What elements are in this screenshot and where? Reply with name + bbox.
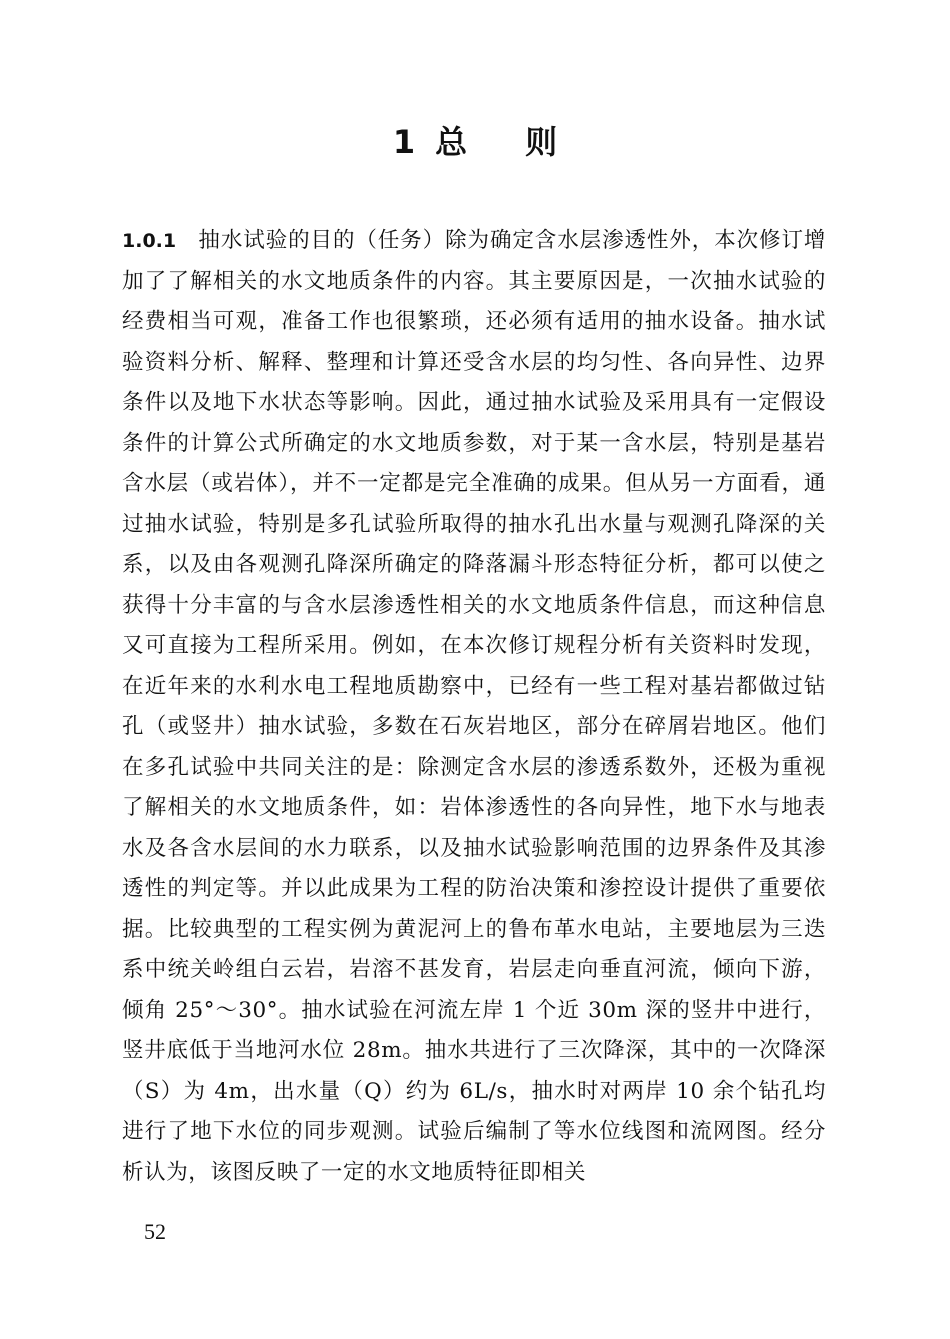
chapter-title-word-2: 则 xyxy=(525,123,558,161)
clause-paragraph xyxy=(122,221,826,1193)
clause-text: 抽水试验的目的（任务）除为确定含水层渗透性外，本次修订增加了了解相关的水文地质条件的内容。其主要原因是，一次抽水试验的经费相当可观，准备工作也很繁琐，还必须有适用的抽水设备。抽水试验资料分析、解释、整理和计算还受含水层的均匀性、各向异性、边界条件以及地下水状态等影响。因此，通过抽水试验及采用具有一定假设条件的计算公式所确定的水文地质参数，对于某一含水层，特别是基岩含水层（或岩体），并不一定都是完全准确的成果。但从另一方面看，通过抽水试验，特别是多孔试验所取得的抽水孔出水量与观测孔降深的关系，以及由各观测孔降深所确定的降落漏斗形态特征分析，都可以使之获得十分丰富的与含水层渗透性相关的水文地质条件信息，而这种信息又可直接为工程所采用。例如，在本次修订规程分析有关资料时发现，在近年来的水利水电工程地质勘察中，已经有一些工程对基岩都做过钻孔（或竖井）抽水试验，多数在石灰岩地区，部分在碎屑岩地区。他们在多孔试验中共同关注的是：除测定含水层的渗透系数外，还极为重视了解相关的水文地质条件，如：岩体渗透性的各向异性，地下水与地表水及各含水层间的水力联系，以及抽水试验影响范围的边界条件及其渗透性的判定等。并以此成果为工程的防治决策和渗控设计提供了重要依据。比较典型的工程实例为黄泥河上的鲁布革水电站，主要地层为三迭系中统关岭组白云岩，岩溶不甚发育，岩层走向垂直河流，倾向下游，倾角 25°～30°。抽水试验在河流左岸 1 个近 30m 深的竖井中进行，竖井底低于当地河水位 28m。抽水共进行了三次降深，其中的一次降深（S）为 4m，出水量（Q）约为 6L/s，抽水时对两岸 10 余个钻孔均进行了地下水位的同步观测。试验后编制了等水位线图和流网图。经分析认为，该图反映了一定的水文地质特征即相关 xyxy=(122,228,826,1185)
chapter-number: 1 xyxy=(392,123,416,161)
chapter-title-word-1: 总 xyxy=(435,123,468,161)
page-number: 52 xyxy=(144,1219,166,1244)
clause-number: 1.0.1 xyxy=(122,230,177,252)
chapter-title xyxy=(0,116,950,168)
